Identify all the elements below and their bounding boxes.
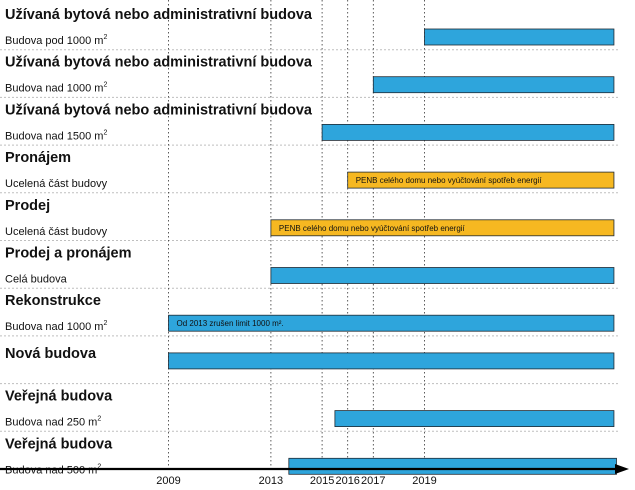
bar-label: Od 2013 zrušen limit 1000 m². [176,319,284,329]
timeline-bar [373,77,614,93]
timeline-row [5,346,614,369]
timeline-bar [289,458,617,474]
superscript: 2 [97,415,102,423]
x-tick-label: 2015 [309,475,335,487]
row-subtitle: Budova nad 1000 $m^2$ [5,320,108,334]
x-tick-label: 2009 [156,475,181,487]
row-title: Užívaná bytová nebo administrativní budova [5,102,312,119]
x-tick-label: 2019 [412,475,437,487]
x-tick-label: 2017 [361,475,386,487]
x-tick-label: 2013 [258,475,284,487]
row-subtitle: Budova nad 1500 $m^2$ [5,129,108,143]
timeline-row [5,55,614,95]
timeline-row [5,389,614,429]
row-title: Prodej [5,197,51,214]
timeline-row [5,293,614,333]
timeline-row [5,198,614,238]
superscript: 2 [103,81,108,89]
row-title: Rekonstrukce [5,293,101,310]
timeline-bar [335,411,614,427]
row-subtitle: Ucelená část budovy [5,178,108,191]
row-title: Užívaná bytová nebo administrativní budova [5,7,312,23]
row-subtitle: Ucelená část budovy [5,225,108,238]
timeline-bar [271,268,614,284]
row-subtitle: Budova pod 1000 $m^2$ [5,34,108,47]
row-subtitle: Celá budova [5,273,67,286]
timeline-bar [322,124,614,140]
timeline-row [5,102,614,142]
timeline-bar [425,29,614,45]
row-subtitle: Budova nad 1000 $m^2$ [5,81,108,95]
row-title: Prodej a pronájem [5,245,132,262]
bar-label: PENB celého domu nebo vyúčtování spotřeb energií [278,223,465,233]
row-title: Užívaná bytová nebo administrativní budova [5,54,312,71]
timeline-row [5,7,614,47]
arrow-right-icon [615,464,629,474]
timeline-row [5,436,617,476]
superscript: 2 [97,463,102,471]
row-title: Veřejná budova [5,436,113,453]
timeline-row [5,150,614,190]
row-title: Veřejná budova [5,388,113,405]
superscript: 2 [103,34,108,41]
timeline-row [5,246,614,286]
superscript: 2 [103,320,108,328]
row-subtitle: Budova nad 250 $m^2$ [5,415,102,429]
x-tick-label: 2016 [335,475,360,487]
row-title: Pronájem [5,150,72,167]
rows-layer [5,7,617,476]
row-subtitle: Budova nad 500 $m^2$ [5,463,102,477]
timeline-bar [169,353,614,369]
row-title: Nová budova [5,345,97,362]
bar-label: PENB celého domu nebo vyúčtování spotřeb energií [355,176,542,186]
superscript: 2 [103,129,108,137]
